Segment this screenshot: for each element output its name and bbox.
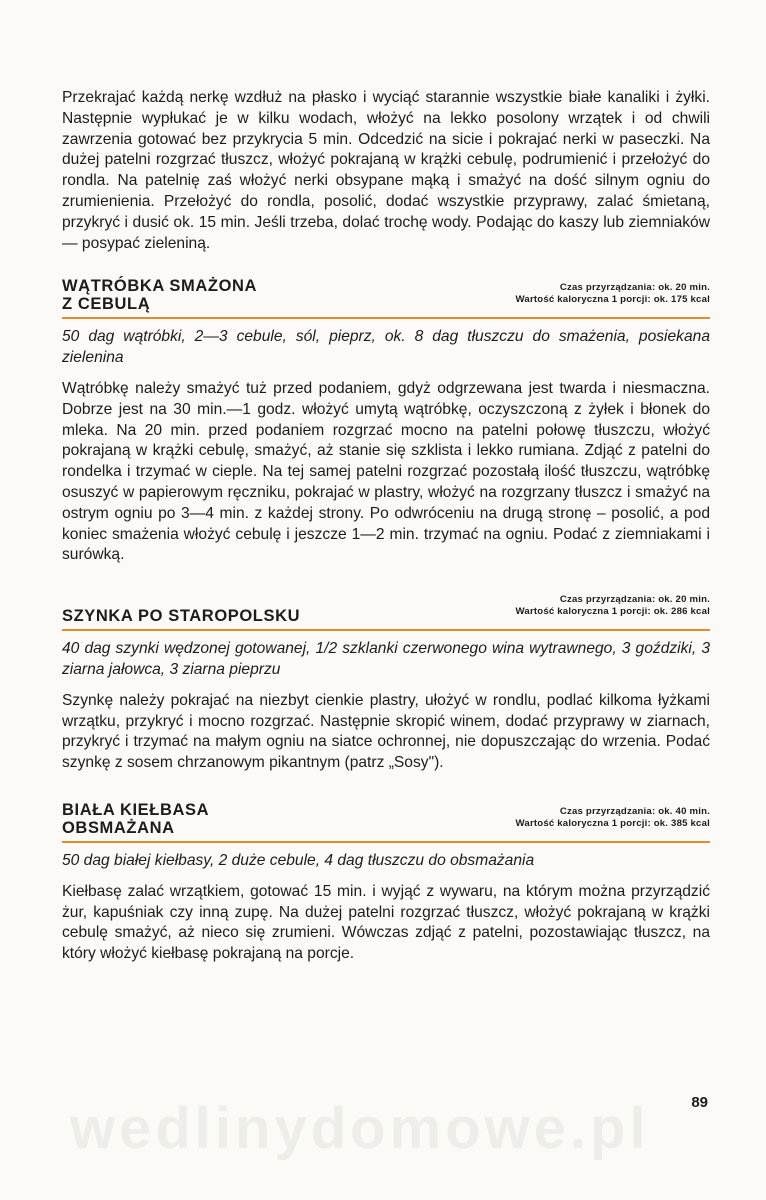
prep-time: Czas przyrządzania: ok. 40 min. xyxy=(559,805,710,817)
page-number: 89 xyxy=(691,1094,708,1111)
recipe-title xyxy=(62,801,362,837)
recipe-header xyxy=(62,798,710,843)
recipe-header xyxy=(62,586,710,631)
recipe-kielbasa xyxy=(62,798,710,965)
recipe-meta xyxy=(516,282,710,306)
ingredients: 50 dag wątróbki, 2—3 cebule, sól, pieprz, ok. 8 dag tłuszczu do smażenia, posiekana zielenina xyxy=(62,328,710,367)
instructions: Szynkę należy pokrajać na niezbyt cienkie plastry, ułożyć w rondlu, podlać kilkoma łyżkami wrzątku, przykryć i mocno rozgrzać. Następnie skropić winem, dodać przyprawy w ziarnach, przykryć i trzymać na małym ogniu na siatce ochronnej, nie dopuszczając do wrzenia. Podać szynkę z sosem chrzanowym pikantnym (patrz „Sosy"). xyxy=(62,691,710,772)
prep-time: Czas przyrządzania: ok. 20 min. xyxy=(559,594,710,606)
cookbook-page xyxy=(62,88,710,965)
recipe-szynka xyxy=(62,586,710,774)
recipe-watrobka xyxy=(62,274,710,566)
calories: Wartość kaloryczna 1 porcji: ok. 286 kcal xyxy=(515,606,710,618)
recipe-meta xyxy=(516,806,710,830)
ingredients: 50 dag białej kiełbasy, 2 duże cebule, 4 dag tłuszczu do obsmażania xyxy=(62,851,535,869)
recipe-header xyxy=(62,274,710,319)
intro-paragraph: Przekrajać każdą nerkę wzdłuż na płasko i wyciąć starannie wszystkie białe kanaliki i żyłki. Następnie wypłukać je w kilku wodach, włożyć na lekko posolony wrzątek i od chwili zawrzenia gotować bez przykrycia 5 min. Odcedzić na sicie i pokrajać nerki w paseczki. Na dużej patelni rozgrzać tłuszcz, włożyć pokrajaną w krążki cebulę, podrumienić i przełożyć do rondla. Na patelnię zaś włożyć nerki obsypane mąką i smażyć na dość silnym ogniu do zrumienienia. Przełożyć do rondla, posolić, dodać wszystkie przyprawy, zalać śmietaną, przykryć i dusić ok. 15 min. Jeśli trzeba, dolać trochę wody. Podając do kaszy lub ziemniaków — posypać zieleniną. xyxy=(62,89,710,252)
watermark: wedlinydomowe.pl xyxy=(70,1096,650,1161)
recipe-title-line: OBSMAŻANA xyxy=(62,818,175,837)
recipe-title-line: WĄTRÓBKA SMAŻONA xyxy=(62,277,258,296)
instructions: Kiełbasę zalać wrzątkiem, gotować 15 min. i wyjąć z wywaru, na którym można przyrządzić żur, kapuśniak czy inną zupę. Na dużej patelni rozgrzać tłuszcz, włożyć pokrajaną w krążki cebulę smażyć, aż nieco się zrumieni. Wówczas zdjąć z patelni, pozostawiając tłuszcz, na który włożyć kiełbasę pokrajaną na porcje. xyxy=(62,882,710,963)
calories: Wartość kaloryczna 1 porcji: ok. 175 kcal xyxy=(515,294,710,306)
calories: Wartość kaloryczna 1 porcji: ok. 385 kcal xyxy=(515,817,710,829)
recipe-title-line: BIAŁA KIEŁBASA xyxy=(62,800,210,819)
instructions: Wątróbkę należy smażyć tuż przed podaniem, gdyż odgrzewana jest twarda i niesmaczna. Dobrze jest na 30 min.—1 godz. włożyć umytą wątróbkę, oczyszczoną z żyłek i błonek do mleka. Na 20 min. przed podaniem rozgrzać mocno na patelni połowę tłuszczu, włożyć pokrajaną w krążki cebulę, smażyć, aż stanie się szklista i lekko rumiana. Zdjąć z patelni do rondelka i trzymać w cieple. Na tej samej patelni rozgrzać pozostałą ilość tłuszczu, wątróbkę osuszyć w papierowym ręczniku, pokrajać w plastry, włożyć na rozgrzany tłuszcz i smażyć na ostrym ogniu po 3—4 min. z każdej strony. Po odwróceniu na drugą stronę – posolić, a pod koniec smażenia włożyć cebulę i jeszcze 1—2 min. trzymać na ogniu. Podać z ziemniakami i surówką. xyxy=(62,379,710,564)
recipe-title xyxy=(62,607,362,625)
prep-time: Czas przyrządzania: ok. 20 min. xyxy=(559,282,710,294)
recipe-title-line: SZYNKA PO STAROPOLSKU xyxy=(62,607,301,626)
recipe-title xyxy=(62,277,362,313)
ingredients: 40 dag szynki wędzonej gotowanej, 1/2 szklanki czerwonego wina wytrawnego, 3 goździki, 3 ziarna jałowca, 3 ziarna pieprzu xyxy=(62,640,710,678)
recipe-meta xyxy=(516,594,710,618)
recipe-title-line: Z CEBULĄ xyxy=(62,295,151,314)
